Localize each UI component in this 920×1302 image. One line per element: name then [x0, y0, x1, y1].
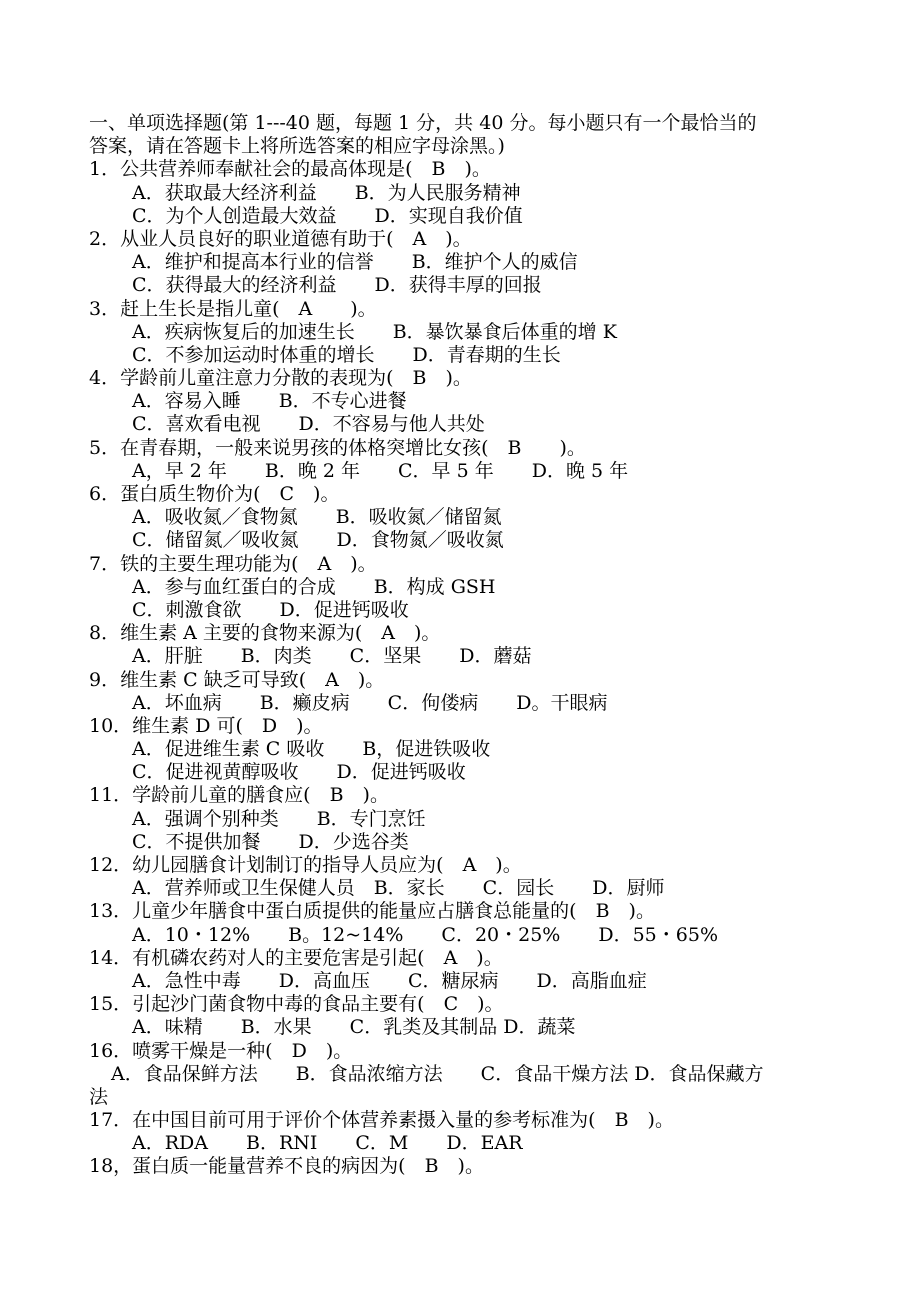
question-5-stem: 5．在青春期，一般来说男孩的体格突增比女孩( B )。 — [89, 436, 586, 459]
question-3-options-row-1: A．疾病恢复后的加速生长 B．暴饮暴食后体重的增 K — [132, 320, 617, 343]
question-13-options-row-1: A．10・12% B。12~14% C．20・25% D．55・65% — [132, 923, 719, 946]
exam-page — [89, 112, 839, 1179]
question-16-options-wrap: 法 — [89, 1085, 109, 1108]
question-14-stem: 14．有机磷农药对人的主要危害是引起( A )。 — [89, 946, 503, 969]
question-2-stem: 2．从业人员良好的职业道德有助于( A )。 — [89, 227, 472, 250]
question-18-stem: 18，蛋白质一能量营养不良的病因为( B )。 — [89, 1155, 484, 1178]
question-1-options-row-1: A．获取最大经济利益 B．为人民服务精神 — [132, 181, 521, 204]
question-7-stem: 7．铁的主要生理功能为( A )。 — [89, 552, 377, 575]
question-10-options-row-1: A．促进维生素 C 吸收 B，促进铁吸收 — [132, 738, 491, 761]
question-10-options-row-2: C．促进视黄醇吸收 D．促进钙吸收 — [132, 761, 466, 784]
question-12-stem: 12．幼儿园膳食计划制订的指导人员应为( A )。 — [89, 854, 522, 876]
question-14-options-row-1: A．急性中毒 D．高血压 C．糖尿病 D．高脂血症 — [132, 969, 647, 992]
question-17-options-row-1: A．RDA B．RNI C．M D．EAR — [132, 1132, 523, 1155]
section-header-line-1: 一、单项选择题(第 1---40 题，每题 1 分，共 40 分。每小题只有一个最恰当的 — [89, 112, 757, 134]
question-5-options-row-1: A，早 2 年 B．晚 2 年 C．早 5 年 D．晚 5 年 — [132, 459, 629, 482]
question-11-options-row-1: A．强调个别种类 B．专门烹饪 — [132, 807, 426, 830]
question-6-stem: 6．蛋白质生物价为( C )。 — [89, 483, 340, 505]
question-3-options-row-2: C．不参加运动时体重的增长 D．青春期的生长 — [132, 343, 561, 366]
question-4-options-row-2: C．喜欢看电视 D．不容易与他人共处 — [132, 413, 485, 436]
question-2-options-row-2: C．获得最大的经济利益 D．获得丰厚的回报 — [132, 274, 542, 297]
question-9-stem: 9．维生素 C 缺乏可导致( A )。 — [89, 668, 385, 691]
question-15-stem: 15．引起沙门菌食物中毒的食品主要有( C )。 — [89, 993, 504, 1016]
question-4-stem: 4．学龄前儿童注意力分散的表现为( B )。 — [89, 367, 472, 390]
question-2-options-row-1: A．维护和提高本行业的信誉 B．维护个人的威信 — [132, 251, 578, 274]
question-6-options-row-2: C．储留氮／吸收氮 D．食物氮／吸收氮 — [132, 529, 504, 552]
question-11-options-row-2: C．不提供加餐 D．少选谷类 — [132, 830, 409, 853]
question-8-options-row-1: A．肝脏 B．肉类 C．坚果 D．蘑菇 — [132, 645, 532, 668]
question-13-stem: 13．儿童少年膳食中蛋白质提供的能量应占膳食总能量的( B )。 — [89, 900, 655, 923]
question-10-stem: 10．维生素 D 可( D )。 — [89, 714, 323, 737]
question-7-options-row-1: A．参与血红蛋白的合成 B．构成 GSH — [132, 575, 496, 598]
section-header-line-2: 答案，请在答题卡上将所选答案的相应字母涂黑。) — [89, 135, 505, 158]
question-16-options-row-1: A．食品保鲜方法 B．食品浓缩方法 C．食品干燥方法 D．食品保藏方 — [111, 1062, 764, 1085]
question-3-stem: 3．赶上生长是指儿童( A )。 — [89, 297, 377, 320]
question-15-options-row-1: A．味精 B．水果 C．乳类及其制品 D．蔬菜 — [132, 1016, 576, 1039]
question-1-options-row-2: C．为个人创造最大效益 D．实现自我价值 — [132, 204, 523, 227]
question-12-options-row-1: A．营养师或卫生保健人员 B．家长 C．园长 D．厨师 — [132, 877, 665, 900]
question-1-stem: 1．公共营养师奉献社会的最高体现是( B )。 — [89, 158, 491, 181]
question-6-options-row-1: A．吸收氮／食物氮 B．吸收氮／储留氮 — [132, 506, 502, 529]
question-7-options-row-2: C．刺激食欲 D．促进钙吸收 — [132, 598, 409, 621]
question-11-stem: 11．学龄前儿童的膳食应( B )。 — [89, 784, 389, 807]
question-17-stem: 17．在中国目前可用于评价个体营养素摄入量的参考标准为( B )。 — [89, 1109, 674, 1132]
question-8-stem: 8．维生素 A 主要的食物来源为( A )。 — [89, 622, 441, 645]
question-4-options-row-1: A．容易入睡 B．不专心进餐 — [132, 390, 407, 413]
question-9-options-row-1: A．坏血病 B．癞皮病 C．佝偻病 D。干眼病 — [132, 691, 608, 714]
question-16-stem: 16．喷雾干燥是一种( D )。 — [89, 1039, 353, 1062]
